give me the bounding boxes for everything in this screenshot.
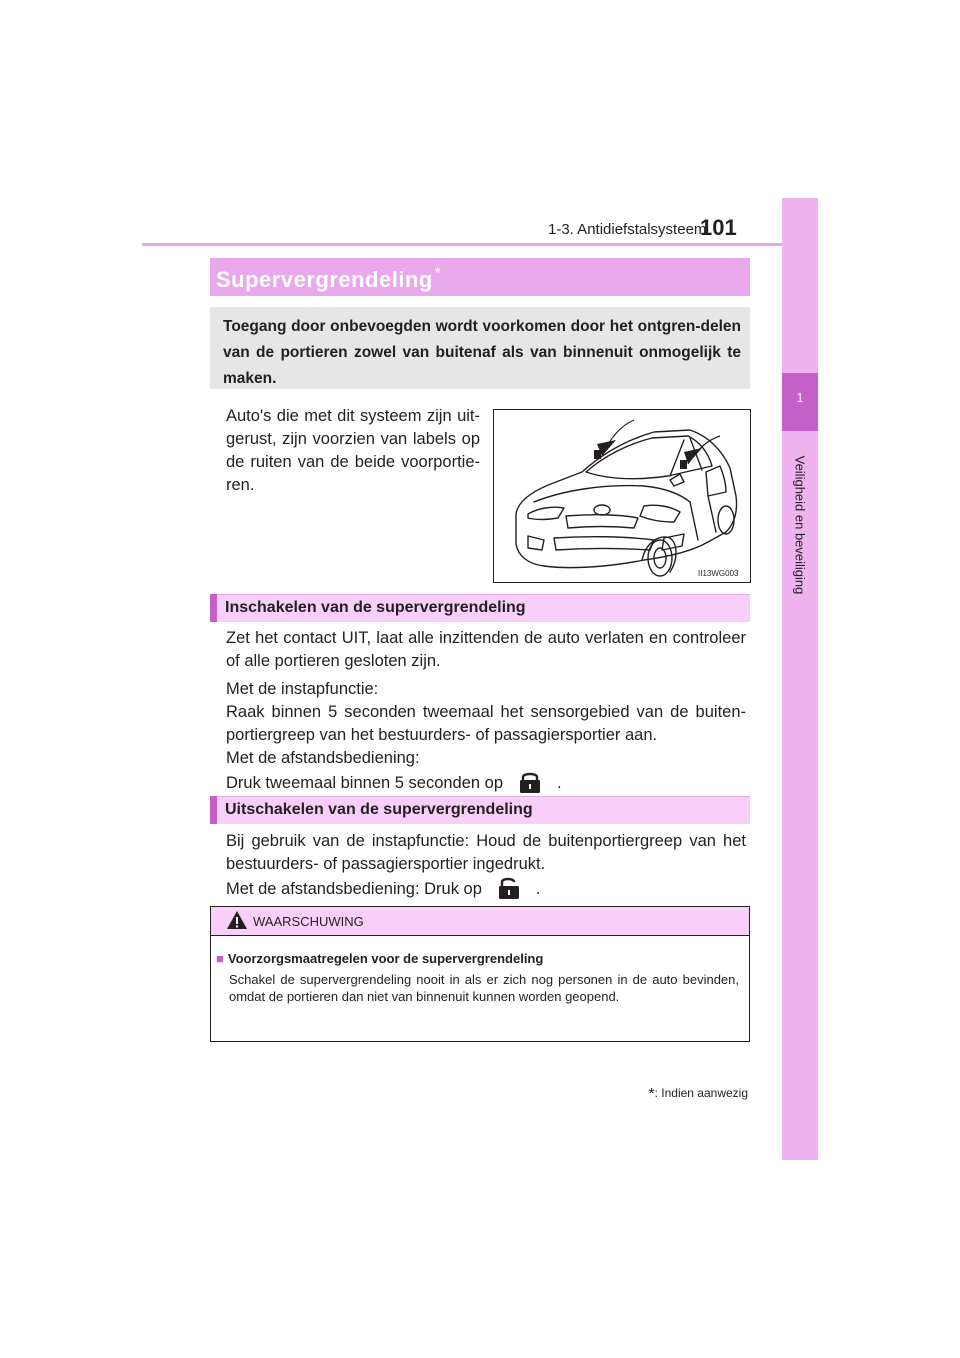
section-on-instructions bbox=[226, 678, 746, 795]
warning-triangle-icon bbox=[226, 910, 248, 930]
warning-label: WAARSCHUWING bbox=[253, 914, 364, 929]
warning-subtitle-text: Voorzorgsmaatregelen voor de supervergrendeling bbox=[227, 951, 544, 966]
instruction-text: Met de afstandsbediening: Druk op bbox=[226, 880, 482, 898]
section-on-stripe bbox=[210, 594, 217, 622]
footnote-asterisk: * bbox=[648, 1086, 655, 1103]
section-off-title: Uitschakelen van de supervergrendeling bbox=[225, 801, 533, 818]
warning-text: Schakel de supervergrendeling nooit in als er zich nog personen in de auto bevinden, omdat de portieren dan niet van binnenuit kunnen worden geopend. bbox=[229, 972, 739, 1004]
page-number: 101 bbox=[700, 215, 737, 240]
chapter-number: 1 bbox=[796, 390, 804, 405]
instruction-text: Druk tweemaal binnen 5 seconden op bbox=[226, 774, 504, 792]
footnote-text: : Indien aanwezig bbox=[654, 1086, 748, 1100]
page-title bbox=[216, 264, 441, 293]
section-off-instructions bbox=[226, 830, 746, 901]
instruction-period: . bbox=[557, 774, 562, 792]
page-title-text: Supervergrendeling bbox=[216, 267, 433, 292]
bullet-square-icon: ■ bbox=[216, 951, 224, 966]
instruction-line-with-icon bbox=[226, 770, 746, 795]
header-rule bbox=[142, 243, 818, 246]
side-tab bbox=[782, 198, 818, 1160]
instruction-line: Raak binnen 5 seconden tweemaal het sensorgebied van de buiten- bbox=[226, 703, 746, 721]
instruction-line: Bij gebruik van de instapfunctie: Houd de buitenportiergreep van het bbox=[226, 832, 746, 850]
instruction-line: Met de afstandsbediening: bbox=[226, 749, 420, 767]
instruction-line: portiergreep van het bestuurders- of passagiersportier aan. bbox=[226, 726, 658, 744]
footnote bbox=[590, 1086, 748, 1104]
section-on-paragraph: Zet het contact UIT, laat alle inzittenden de auto verlaten en controleer of alle portieren gesloten zijn. bbox=[226, 629, 746, 670]
chapter-title: Veiligheid en beveiliging bbox=[792, 455, 808, 595]
lock-icon bbox=[503, 770, 557, 794]
section-reference: 1-3. Antidiefstalsysteem bbox=[548, 221, 707, 238]
instruction-line-with-icon bbox=[226, 876, 746, 901]
instruction-period: . bbox=[535, 880, 541, 898]
car-illustration bbox=[493, 409, 751, 583]
instruction-line: bestuurders- of passagiersportier ingedrukt. bbox=[226, 855, 546, 873]
section-on-title: Inschakelen van de supervergrendeling bbox=[225, 599, 526, 616]
title-asterisk: * bbox=[434, 264, 441, 280]
figure-code: II13WG003 bbox=[698, 569, 739, 578]
intro-text: Toegang door onbevoegden wordt voorkomen door het ontgren-delen van de portieren zowel van buitenaf als van binnenuit onmogelijk te maken. bbox=[223, 318, 741, 387]
section-off-stripe bbox=[210, 796, 217, 824]
car-paragraph: Auto's die met dit systeem zijn uit-gerust, zijn voorzien van labels op de ruiten van de beide voorportie-ren. bbox=[226, 407, 480, 494]
car-drawing-icon bbox=[494, 410, 750, 582]
warning-subtitle bbox=[216, 951, 543, 966]
instruction-line: Met de instapfunctie: bbox=[226, 680, 379, 698]
unlock-icon bbox=[482, 876, 536, 900]
